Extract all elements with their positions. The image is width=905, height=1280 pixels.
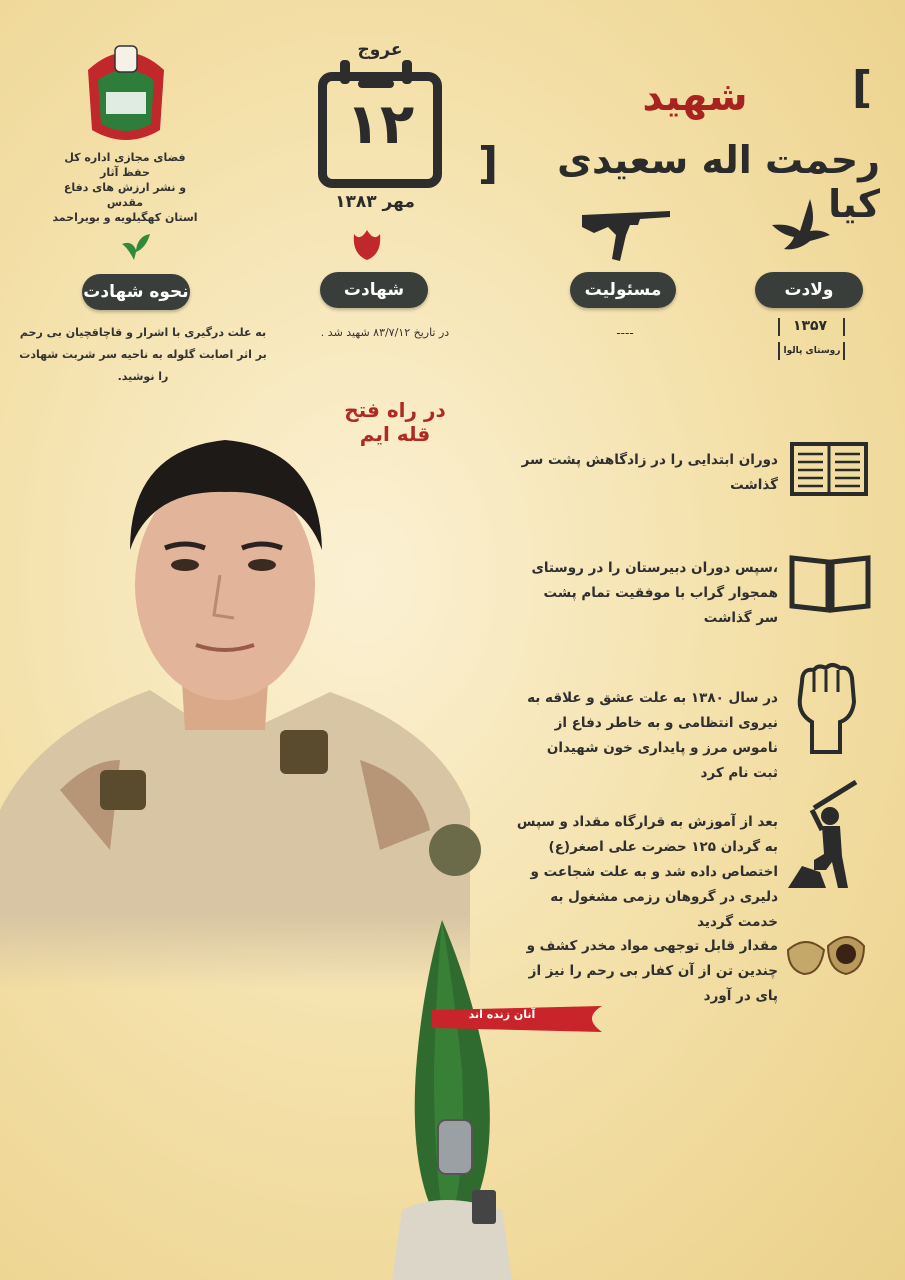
sprout-icon xyxy=(118,230,152,262)
ascension-label: عروج xyxy=(357,40,403,60)
responsibility-value: ---- xyxy=(616,326,634,340)
calendar-bar xyxy=(358,80,394,88)
martyrdom-pill: شهادت xyxy=(320,272,428,308)
timeline-item-5-text: مقدار قابل توجهی مواد مخدر کشف و چندین تن از آن کفار بی رحم را نیز از پای در آورد xyxy=(526,938,778,1004)
martyrdom-date-text: در تاریخ ۸۳/۷/۱۲ شهید شد . xyxy=(320,326,450,339)
tulip-icon xyxy=(350,228,384,262)
book-icon xyxy=(788,552,872,614)
date-month-year: مهر ۱۳۸۳ xyxy=(335,192,415,212)
cypress-tree-memorial xyxy=(392,910,622,1280)
shahid-title: شهید xyxy=(642,74,748,120)
birth-pill: ولادت xyxy=(755,272,863,308)
calendar-ring-left xyxy=(340,60,350,84)
org-line-1: فضای مجازی اداره کل حفظ آثار xyxy=(64,151,186,179)
flag-text: آنان زنده اند xyxy=(468,1008,536,1021)
timeline-item-4-text: بعد از آموزش به قرارگاه مقداد و سپس به گردان ۱۲۵ حضرت علی اصغر(ع) اختصاص داده شد و به علت شجاعت و دلیری در گروهان رزمی مشغول به خدمت گردید xyxy=(516,814,778,930)
title-bracket-open: [ xyxy=(852,62,873,113)
timeline-item-2-text: ،سپس دوران دبیرستان را در روستای همجوار گراب با موفقیت تمام پشت سر گذاشت xyxy=(531,560,778,626)
calligraphy-slogan: در راه فتح قله ایم xyxy=(344,398,446,446)
fist-icon xyxy=(792,662,862,754)
org-logo xyxy=(78,40,174,145)
timeline-item-3-text: در سال ۱۳۸۰ به علت عشق و علاقه به نیروی انتظامی و به خاطر دفاع از ناموس مرز و پایداری خون شهیدان ثبت نام کرد xyxy=(527,690,778,781)
tulip-fist-logo-icon xyxy=(78,40,174,145)
soldier-rifle-icon xyxy=(786,780,864,892)
birth-place: روستای پالوا xyxy=(783,346,841,356)
manner-of-martyrdom-pill: نحوه شهادت xyxy=(82,274,190,310)
timeline-item-1-text: دوران ابتدایی را در زادگاهش پشت سر گذاشت xyxy=(521,452,778,493)
open-book-icon xyxy=(790,440,868,498)
org-line-2: و نشر ارزش های دفاع مقدس xyxy=(63,181,187,209)
calendar-ring-right xyxy=(402,60,412,84)
birth-year: ۱۳۵۷ xyxy=(792,318,828,334)
responsibility-pill: مسئولیت xyxy=(570,272,676,308)
rifle-icon xyxy=(580,205,672,263)
seeds-icon xyxy=(784,930,868,978)
manner-text: به علت درگیری با اشرار و قاچاقچیان بی رحم بر اثر اصابت گلوله به ناحیه سر شربت شهادت را نوشید. xyxy=(19,326,267,383)
dove-icon xyxy=(770,195,832,255)
title-bracket-close: ] xyxy=(478,138,499,189)
martyr-portrait xyxy=(0,430,500,990)
date-day: ۱۲ xyxy=(345,92,415,157)
org-line-3: استان کهگیلویه و بویراحمد xyxy=(52,211,198,224)
martyr-name: رحمت اله سعیدی کیا xyxy=(557,138,880,226)
